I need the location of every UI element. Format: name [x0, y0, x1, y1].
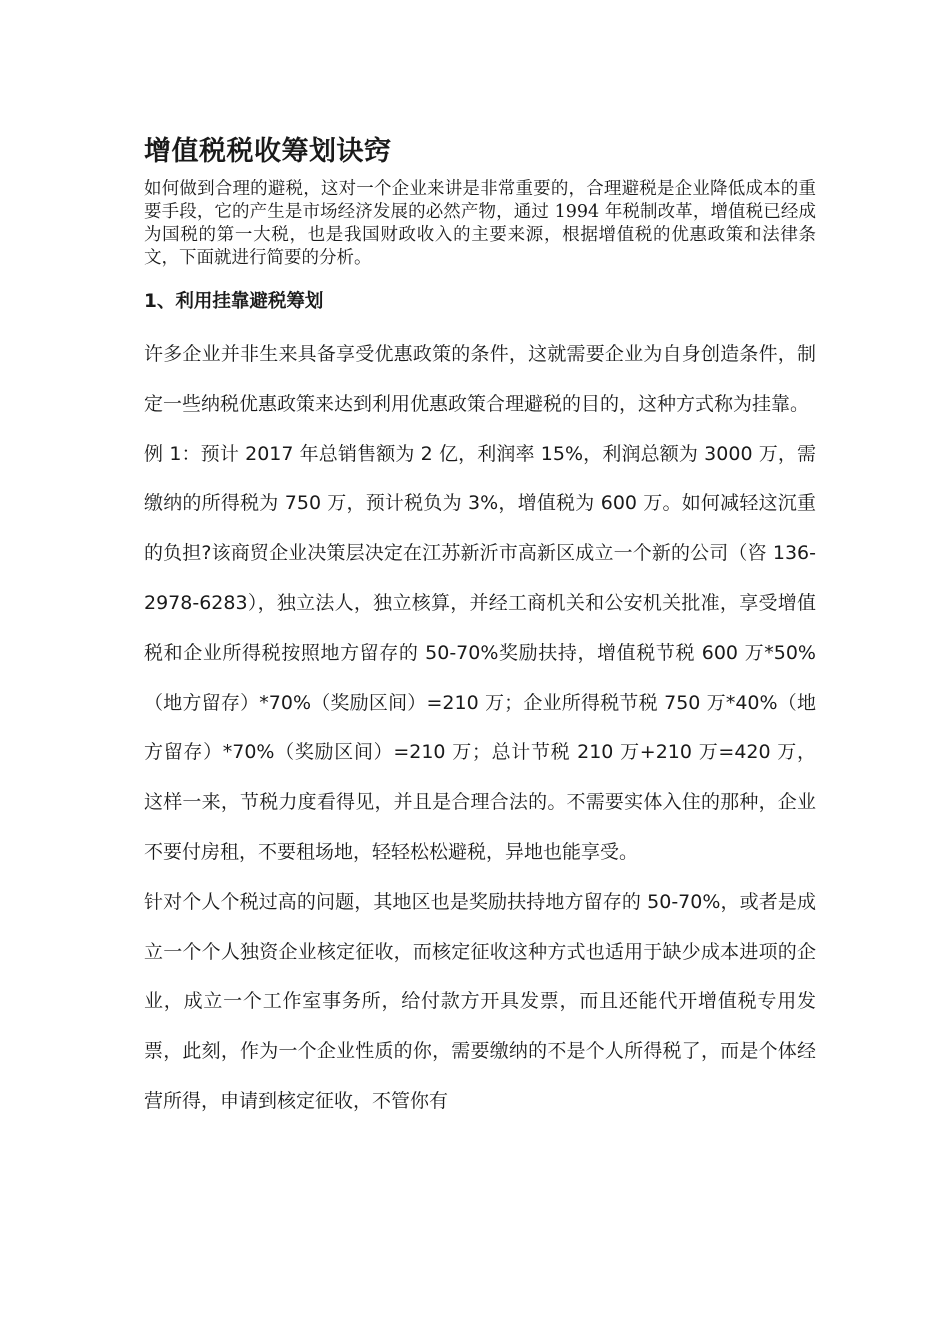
document-page — [144, 126, 816, 1127]
document-title: 增值税税收筹划诀窍 — [144, 136, 392, 167]
body-paragraph-1: 许多企业并非生来具备享受优惠政策的条件，这就需要企业为自身创造条件，制定一些纳税优惠政策来达到利用优惠政策合理避税的目的，这种方式称为挂靠。 — [144, 343, 816, 415]
intro-paragraph: 如何做到合理的避税，这对一个企业来讲是非常重要的，合理避税是企业降低成本的重要手段，它的产生是市场经济发展的必然产物，通过 1994 年税制改革，增值税已经成为国税的第一大税，也是我国财政收入的主要来源，根据增值税的优惠政策和法律条文，下面就进行简要的分析。 — [144, 179, 816, 268]
section-heading: 1、利用挂靠避税筹划 — [144, 291, 324, 312]
body-paragraph-3: 针对个人个税过高的问题，其地区也是奖励扶持地方留存的 50-70%，或者是成立一个个人独资企业核定征收，而核定征收这种方式也适用于缺少成本进项的企业，成立一个工作室事务所，给付款方开具发票，而且还能代开增值税专用发票，此刻，作为一个企业性质的你，需要缴纳的不是个人所得税了，而是个体经营所得，申请到核定征收，不管你有 — [144, 890, 816, 1112]
body-paragraph-2: 例 1：预计 2017 年总销售额为 2 亿，利润率 15%，利润总额为 3000 万，需缴纳的所得税为 750 万，预计税负为 3%，增值税为 600 万。如何减轻这沉重的负担?该商贸企业决策层决定在江苏新沂市高新区成立一个新的公司（咨 136-2978-6283），独立法人，独立核算，并经工商机关和公安机关批准，享受增值税和企业所得税按照地方留存的 50-70%奖励扶持，增值税节税 600 万*50%（地方留存）*70%（奖励区间）=210 万；企业所得税节税 750 万*40%（地方留存）*70%（奖励区间）=210 万；总计节税 210 万+210 万=420 万，这样一来，节税力度看得见，并且是合理合法的。不需要实体入住的那种，企业不要付房租，不要租场地，轻轻松松避税，异地也能享受。 — [144, 442, 816, 863]
